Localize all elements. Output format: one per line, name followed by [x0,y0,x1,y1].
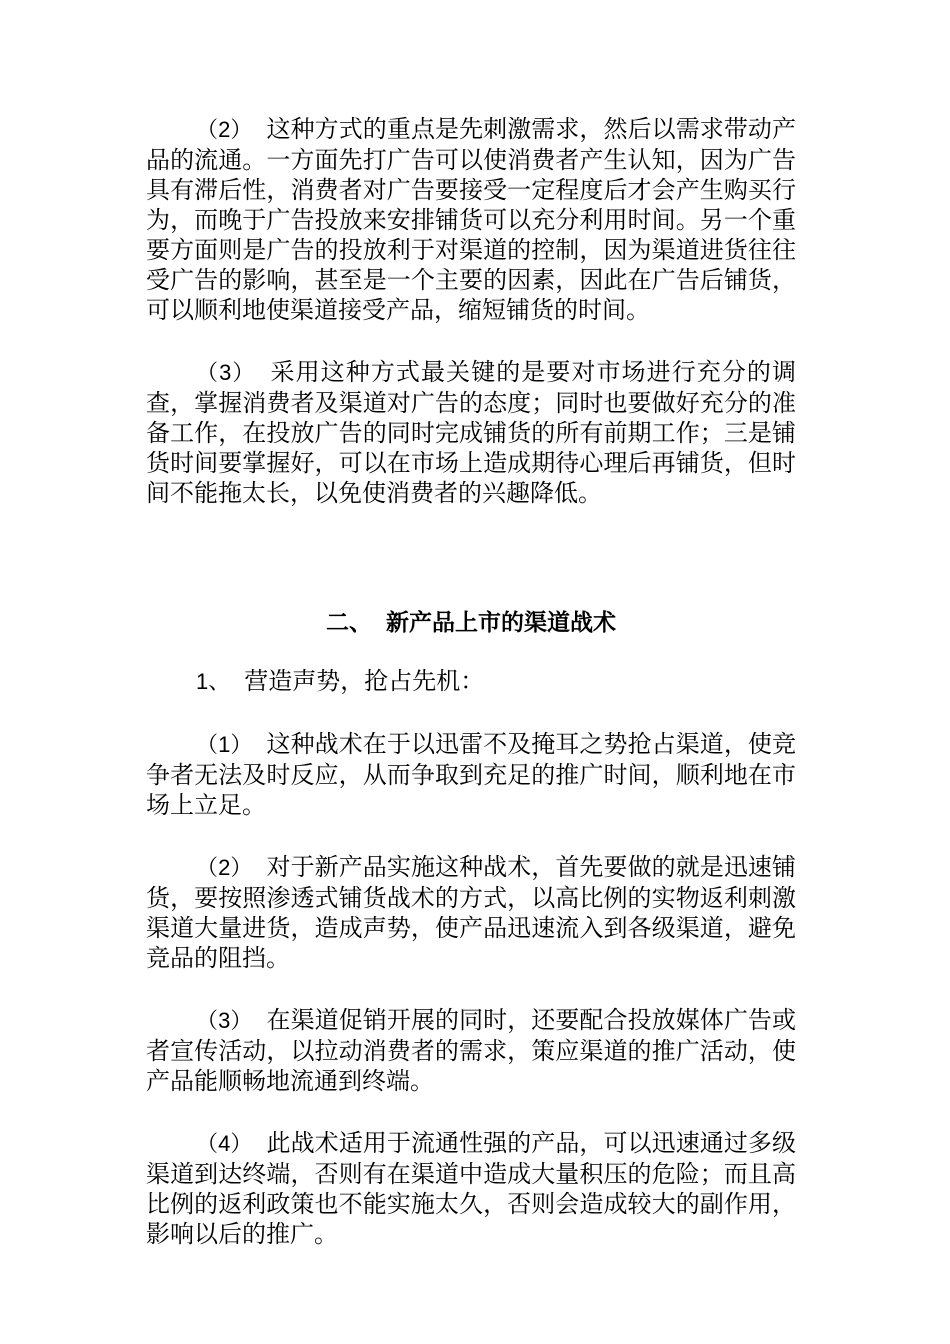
section-number: 二、 [326,610,372,636]
paragraph-marker: （1） [196,732,253,757]
paragraph-text: 对于新产品实施这种战术，首先要做的就是迅速铺货，要按照渗透式铺货战术的方式，以高比例的实物返利刺激渠道大量进货，造成声势，使产品迅速流入到各级渠道，避免竞品的阻挡。 [146,853,796,972]
paragraph-bottom-4 [146,1128,796,1249]
paragraph-marker: （3） [196,360,256,385]
paragraph-text: 此战术适用于流通性强的产品，可以迅速通过多级渠道到达终端，否则有在渠道中造成大量积压的危险；而且高比例的返利政策也不能实施太久，否则会造成较大的副作用，影响以后的推广。 [146,1129,796,1248]
subsection-number: 1、 [196,669,231,694]
paragraph-top-2 [146,114,796,325]
paragraph-top-3 [146,357,796,508]
section-heading [146,608,796,638]
paragraph-marker: （2） [196,117,253,142]
paragraph-text: 这种方式的重点是先刺激需求，然后以需求带动产品的流通。一方面先打广告可以使消费者产生认知，因为广告具有滞后性，消费者对广告要接受一定程度后才会产生购买行为，而晚于广告投放来安排铺货可以充分利用时间。另一个重要方面则是广告的投放利于对渠道的控制，因为渠道进货往往受广告的影响，甚至是一个主要的因素，因此在广告后铺货，可以顺利地使渠道接受产品，缩短铺货的时间。 [146,115,796,324]
document-page [146,114,796,1281]
paragraph-bottom-1 [146,729,796,820]
section-title: 新产品上市的渠道战术 [386,610,616,636]
paragraph-text: 采用这种方式最关键的是要对市场进行充分的调查，掌握消费者及渠道对广告的态度；同时也要做好充分的准备工作，在投放广告的同时完成铺货的所有前期工作；三是铺货时间要掌握好，可以在市场上造成期待心理后再铺货，但时间不能拖太长，以免使消费者的兴趣降低。 [146,358,796,507]
paragraph-marker: （3） [196,1008,253,1033]
paragraph-marker: （4） [196,1131,253,1156]
subsection-heading [146,666,796,697]
paragraph-bottom-3 [146,1005,796,1096]
paragraph-bottom-2 [146,852,796,973]
paragraph-text: 这种战术在于以迅雷不及掩耳之势抢占渠道，使竞争者无法及时反应，从而争取到充足的推广时间，顺利地在市场上立足。 [146,730,796,819]
subsection-title: 营造声势，抢占先机： [244,667,485,695]
paragraph-marker: （2） [196,855,253,880]
paragraph-text: 在渠道促销开展的同时，还要配合投放媒体广告或者宣传活动，以拉动消费者的需求，策应渠道的推广活动，使产品能顺畅地流通到终端。 [146,1006,796,1095]
